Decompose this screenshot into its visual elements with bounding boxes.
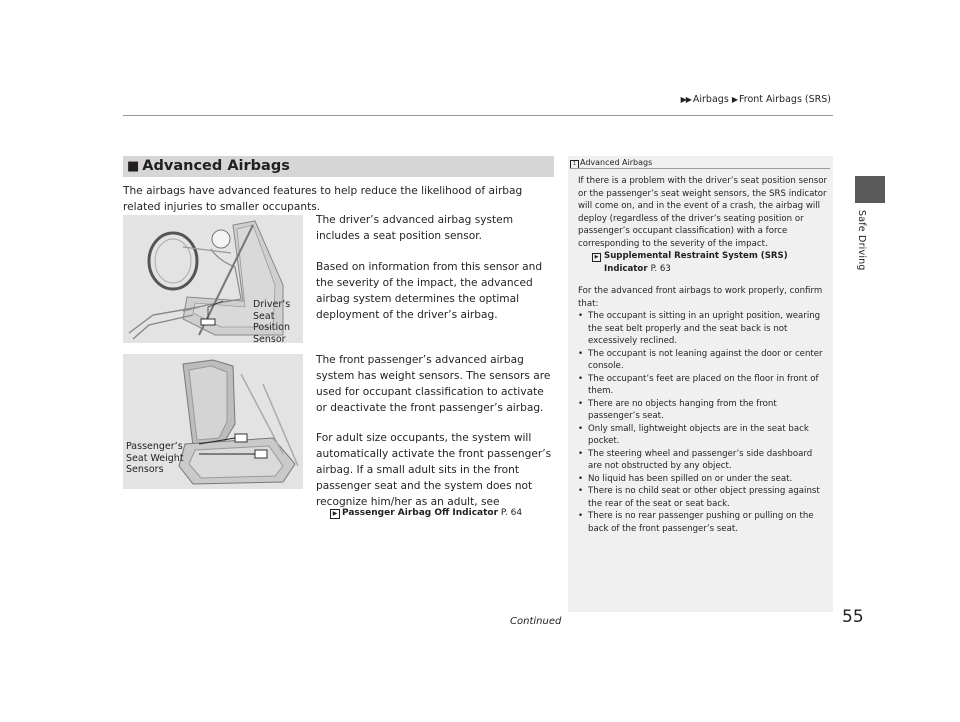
checklist-item: • The occupant is not leaning against the door or center console. <box>578 348 828 373</box>
xref-label: Passenger Airbag Off Indicator <box>342 508 499 518</box>
srs-indicator-link[interactable] <box>578 250 828 275</box>
note-title-text: Advanced Airbags <box>580 158 653 167</box>
breadcrumb-item-airbags[interactable]: Airbags <box>692 94 729 105</box>
checklist-item: • The occupant is sitting in an upright position, wearing the seat belt properly and the seat back is not excessively reclined. <box>578 310 828 348</box>
breadcrumb-item-front-airbags[interactable]: Front Airbags (SRS) <box>738 94 831 105</box>
driver-label-line: Sensor <box>253 333 286 345</box>
driver-label-line: Driver’s <box>253 299 291 310</box>
chapter-tab-marker <box>855 176 885 203</box>
reference-arrow-icon: ▶ <box>592 253 601 262</box>
note-paragraph: For the advanced front airbags to work properly, confirm that: <box>578 286 823 309</box>
section-title: Advanced Airbags <box>142 158 290 174</box>
driver-sensor-label <box>253 299 290 345</box>
passenger-label-line: Sensors <box>126 464 164 475</box>
passenger-sensor-label <box>126 441 184 476</box>
note-body <box>578 175 828 535</box>
checklist-item: • There are no objects hanging from the front passenger’s seat. <box>578 398 828 423</box>
checklist <box>578 310 828 535</box>
breadcrumb <box>681 94 831 105</box>
passenger-airbag-paragraph: The front passenger’s advanced airbag system has weight sensors. The sensors are used for occupant classification to activate or deactivate the front passenger’s airbag. <box>316 354 551 414</box>
section-header <box>123 156 554 177</box>
xref-page: P. 64 <box>500 508 523 518</box>
note-ref-page: P. 63 <box>650 263 671 274</box>
checklist-item: • The steering wheel and passenger’s side dashboard are not obstructed by any object. <box>578 448 828 473</box>
checklist-item: • The occupant’s feet are placed on the floor in front of them. <box>578 373 828 398</box>
continued-label: Continued <box>510 616 562 627</box>
passenger-airbag-off-link[interactable] <box>330 508 522 519</box>
impact-paragraph: Based on information from this sensor and the severity of the impact, the advanced airbag system determines the optimal deployment of the driver’s airbag. <box>316 261 543 321</box>
intro-paragraph: The airbags have advanced features to help reduce the likelihood of airbag related injuries to smaller occupants. <box>123 185 523 213</box>
note-ref-line: Indicator <box>604 263 648 274</box>
driver-airbag-paragraph: The driver’s advanced airbag system includes a seat position sensor. <box>316 214 514 242</box>
page-number: 55 <box>842 607 864 627</box>
note-paragraph: If there is a problem with the driver’s seat position sensor or the passenger’s seat weight sensors, the SRS indicator will come on, and in the event of a crash, the airbag will deploy (regardless of the driver’s seating position or passenger’s occupant classification) with a force corresponding to the severity of the impact. <box>578 176 828 249</box>
note-divider <box>570 168 830 169</box>
square-bullet-icon: ■ <box>127 159 140 174</box>
checklist-item: • Only small, lightweight objects are in the seat back pocket. <box>578 423 828 448</box>
checklist-item: • No liquid has been spilled on or under the seat. <box>578 473 828 486</box>
adult-occupant-paragraph: For adult size occupants, the system will automatically activate the front passenger’s airbag. If a small adult sits in the front passenger seat and the system does not recognize him/her as an adult, see <box>316 432 552 508</box>
header-divider <box>123 115 833 116</box>
checklist-item: • There is no child seat or other object pressing against the rear of the seat or seat back. <box>578 485 828 510</box>
note-ref-line: Supplemental Restraint System (SRS) <box>604 251 788 261</box>
reference-arrow-icon: ▶ <box>330 509 340 519</box>
checklist-item: • There is no rear passenger pushing or pulling on the back of the front passenger’s seat. <box>578 510 828 535</box>
breadcrumb-arrow-icon: ▶▶ <box>680 95 691 104</box>
note-number-icon: 1 <box>570 160 579 169</box>
breadcrumb-arrow-icon: ▶ <box>731 95 737 104</box>
passenger-label-line: Passenger’s <box>126 441 183 452</box>
passenger-label-line: Seat Weight <box>126 452 184 464</box>
driver-label-line: Position <box>253 322 290 333</box>
chapter-tab-label: Safe Driving <box>856 210 867 271</box>
driver-label-line: Seat <box>253 310 275 322</box>
